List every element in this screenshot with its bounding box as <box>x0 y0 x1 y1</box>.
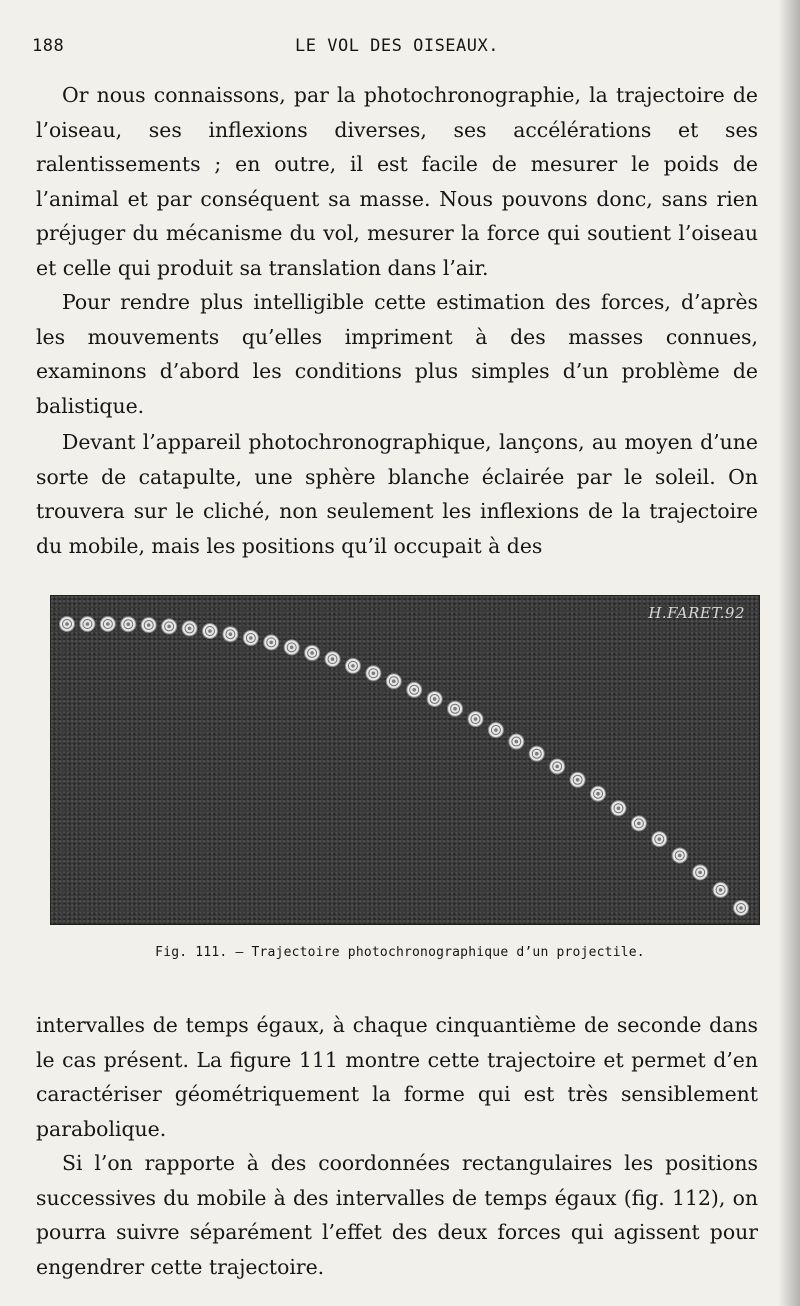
figure-caption: Fig. 111. — Trajectoire photochronographique d’un projectile. <box>155 945 645 960</box>
projectile-position-marker <box>611 801 626 816</box>
projectile-position-marker <box>713 882 728 897</box>
projectile-position-marker <box>386 674 401 689</box>
projectile-position-marker <box>243 630 258 645</box>
projectile-position-marker <box>121 617 136 632</box>
paragraph-3: Devant l’appareil photochronographique, lançons, au moyen d’une sorte de catapulte, une sphère blanche éclairée par le soleil. On trouvera sur le cliché, non seulement les inflexions de la trajectoire du mobile, mais les positions qu’il occupait à des <box>36 430 758 558</box>
paragraph-5: Si l’on rapporte à des coordonnées rectangulaires les positions successives du mobile à des intervalles de temps égaux (fig. 112), on pourra suivre séparément l’effet des deux forces qui agissent pour engendrer cette trajectoire. <box>36 1151 758 1279</box>
paragraph-1: Or nous connaissons, par la photochronographie, la trajectoire de l’oiseau, ses inflexions diverses, ses accélérations et ses ralentissements ; en outre, il est facile de mesurer le poids de l’animal et par conséquent sa masse. Nous pouvons donc, sans rien préjuger du mécanisme du vol, mesurer la force qui soutient l’oiseau et celle qui produit sa translation dans l’air. <box>36 83 758 280</box>
projectile-position-marker <box>570 772 585 787</box>
trajectory-photograph <box>51 596 759 924</box>
running-header <box>32 36 762 62</box>
projectile-position-marker <box>325 652 340 667</box>
projectile-position-marker <box>162 619 177 634</box>
projectile-position-marker <box>448 701 463 716</box>
projectile-position-marker <box>529 746 544 761</box>
projectile-position-marker <box>631 816 646 831</box>
projectile-trajectory-figure <box>50 595 760 925</box>
projectile-position-marker <box>488 723 503 738</box>
projectile-position-marker <box>672 848 687 863</box>
projectile-position-marker <box>141 618 156 633</box>
page-number: 188 <box>32 36 65 56</box>
projectile-position-marker <box>223 627 238 642</box>
paragraph-2: Pour rendre plus intelligible cette estimation des forces, d’après les mouvements qu’elles impriment à des masses connues, examinons d’abord les conditions plus simples d’un problème de balistique. <box>36 290 758 418</box>
engraver-signature: H.FARET.92 <box>648 604 745 622</box>
projectile-position-marker <box>264 635 279 650</box>
projectile-position-marker <box>407 682 422 697</box>
projectile-position-marker <box>509 734 524 749</box>
projectile-position-marker <box>468 712 483 727</box>
book-spine-shadow <box>778 0 800 1306</box>
projectile-position-marker <box>693 865 708 880</box>
projectile-position-marker <box>80 617 95 632</box>
projectile-position-marker <box>366 666 381 681</box>
projectile-position-marker <box>734 901 749 916</box>
projectile-position-marker <box>60 617 75 632</box>
projectile-position-marker <box>284 640 299 655</box>
projectile-position-marker <box>182 621 197 636</box>
running-title: LE VOL DES OISEAUX. <box>295 36 499 56</box>
projectile-position-marker <box>345 658 360 673</box>
projectile-position-marker <box>427 691 442 706</box>
projectile-position-marker <box>202 624 217 639</box>
paragraph-4: intervalles de temps égaux, à chaque cinquantième de seconde dans le cas présent. La figure 111 montre cette trajectoire et permet d’en caractériser géométriquement la forme qui est très sensiblement parabolique. <box>36 1013 758 1141</box>
projectile-position-marker <box>100 617 115 632</box>
projectile-position-marker <box>591 786 606 801</box>
projectile-position-marker <box>652 832 667 847</box>
projectile-position-marker <box>550 759 565 774</box>
projectile-position-marker <box>305 645 320 660</box>
